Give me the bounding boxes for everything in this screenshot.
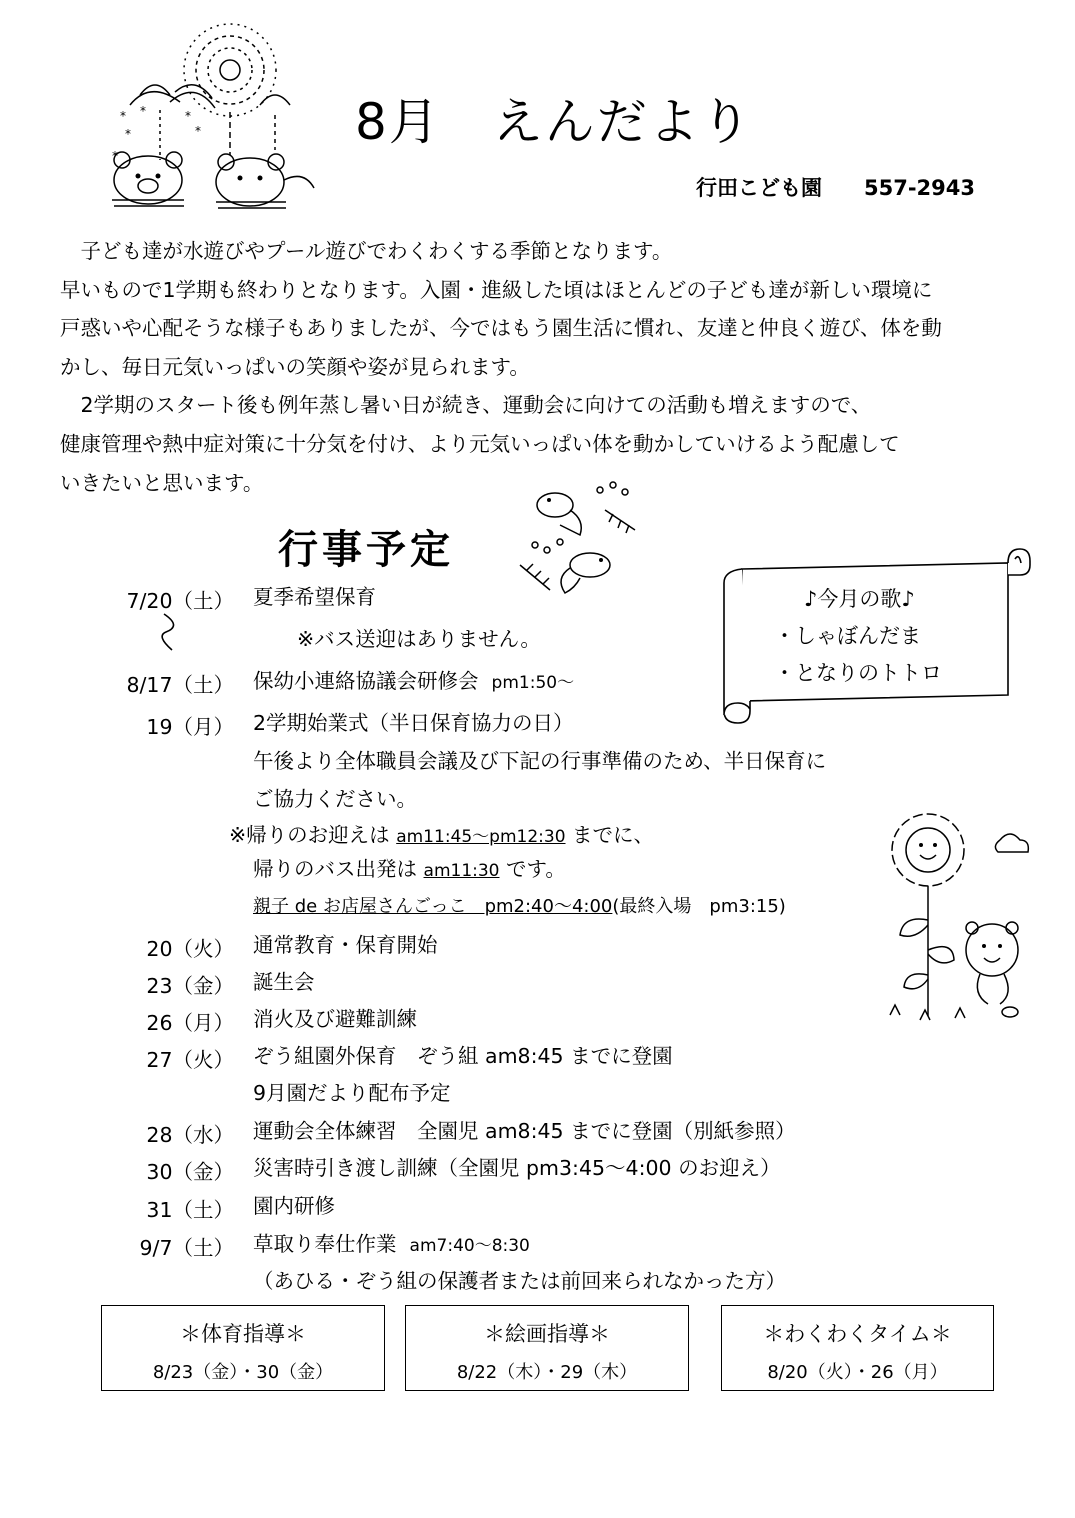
intro-line: 2学期のスタート後も例年蒸し暑い日が続き、運動会に向けての活動も増えますので、: [60, 393, 872, 418]
box-dates: 8/20（火）・26（月）: [767, 1362, 948, 1383]
song-item: ・となりのトトロ: [774, 661, 942, 685]
intro-text: [60, 232, 1050, 502]
svg-text:*: *: [195, 124, 201, 138]
schedule-heading: 行事予定: [278, 527, 454, 573]
box-dates: 8/23（金）・30（金）: [152, 1362, 334, 1383]
sunflower-bear-illustration: [880, 800, 1030, 1030]
schedule-item-time: am11:30: [423, 861, 500, 881]
schedule-date: 30（金）: [146, 1160, 234, 1184]
intro-line: いきたいと思います。: [60, 470, 264, 495]
song-item: ・しゃぼんだま: [774, 624, 921, 648]
schedule-item: ※バス送迎はありません。: [297, 627, 541, 651]
intro-line: 子ども達が水遊びやプール遊びでわくわくする季節となります。: [60, 239, 673, 263]
goldfish-illustration: [515, 480, 650, 605]
schedule-date: 19（月）: [146, 715, 234, 739]
schedule-item-text: 草取り奉仕作業: [253, 1232, 397, 1256]
schedule-item-text: までに、: [565, 823, 655, 847]
schedule-date: 7/20（土）: [126, 589, 234, 613]
schedule-item: 午後より全体職員会議及び下記の行事準備のため、半日保育に: [253, 749, 827, 773]
schedule-item: 運動会全体練習 全園児 am8:45 までに登園（別紙参照）: [253, 1119, 796, 1143]
box-dates: 8/22（木）・29（木）: [456, 1362, 638, 1383]
schedule-item: 誕生会: [253, 970, 315, 994]
schedule-item: （あひる・ぞう組の保護者または前回来られなかった方）: [253, 1269, 786, 1293]
svg-text:*: *: [185, 109, 191, 123]
schedule-date: 26（月）: [146, 1011, 234, 1035]
schedule-item-time: pm1:50～: [491, 673, 575, 693]
box-title: ＊わくわくタイム＊: [763, 1322, 952, 1346]
schedule-item-text: 帰りのバス出発は: [253, 857, 424, 881]
schedule-date: 23（金）: [146, 974, 234, 998]
schedule-item-text: です。: [499, 857, 566, 881]
schedule-item: 夏季希望保育: [253, 585, 376, 609]
intro-line: 早いもので1学期も終わりとなります。入園・進級した頃はほとんどの子ども達が新しい環境に: [60, 277, 933, 302]
pe-guidance-box: [101, 1305, 385, 1391]
page-title: 8月 えんだより: [355, 93, 753, 151]
schedule-item: ご協力ください。: [253, 787, 417, 811]
fireworks-bears-illustration: [100, 20, 330, 220]
schedule-item: 災害時引き渡し訓練（全園児 pm3:45～4:00 のお迎え）: [253, 1156, 781, 1180]
schedule-item: 消火及び避難訓練: [253, 1007, 417, 1031]
wave-dash-icon: [156, 612, 186, 652]
schedule-date: 31（土）: [146, 1198, 234, 1222]
schedule-item: 園内研修: [253, 1194, 335, 1218]
schedule-item-time: am11:45～pm12:30: [396, 827, 566, 847]
schedule-item: [253, 1231, 530, 1259]
schedule-item-text: (最終入場 pm3:15): [612, 896, 786, 917]
schedule-item-text: 親子 de お店屋さんごっこ pm2:40～4:00: [253, 896, 613, 917]
schedule-item: 2学期始業式（半日保育協力の日）: [253, 711, 574, 735]
schedule-date: 8/17（土）: [126, 673, 234, 697]
schedule-item: [253, 894, 786, 920]
schedule-date: 20（火）: [146, 937, 234, 961]
svg-text:*: *: [125, 127, 131, 141]
schedule-item: 9月園だより配布予定: [253, 1081, 451, 1105]
intro-line: 戸惑いや心配そうな様子もありましたが、今ではもう園生活に慣れ、友達と仲良く遊び、体を動: [60, 316, 942, 341]
schedule-date: 27（火）: [146, 1048, 234, 1072]
schedule-item: [253, 856, 566, 884]
song-title: ♪今月の歌♪: [804, 587, 915, 611]
schedule-item-text: ※帰りのお迎えは: [229, 823, 397, 847]
box-title: ＊体育指導＊: [180, 1322, 306, 1346]
schedule-item: 通常教育・保育開始: [253, 933, 438, 957]
svg-text:*: *: [140, 104, 146, 118]
schedule-item-text: 保幼小連絡協議会研修会: [253, 669, 479, 693]
intro-line: かし、毎日元気いっぱいの笑顔や姿が見られます。: [60, 354, 530, 379]
box-title: ＊絵画指導＊: [484, 1322, 610, 1346]
wakuwaku-time-box: [721, 1305, 994, 1391]
schedule-item: ぞう組園外保育 ぞう組 am8:45 までに登園: [253, 1044, 673, 1068]
schedule-date: 28（水）: [146, 1123, 234, 1147]
schedule-item: [253, 668, 574, 696]
schedule-item-time: am7:40～8:30: [409, 1236, 530, 1256]
intro-line: 健康管理や熱中症対策に十分気を付け、より元気いっぱい体を動かしていけるよう配慮して: [60, 431, 900, 456]
schedule-date: 9/7（土）: [139, 1236, 234, 1260]
art-guidance-box: [405, 1305, 689, 1391]
svg-text:*: *: [112, 149, 118, 163]
svg-text:*: *: [120, 109, 126, 123]
school-name-phone: 行田こども園 557-2943: [696, 176, 975, 200]
schedule-item: [229, 822, 654, 850]
